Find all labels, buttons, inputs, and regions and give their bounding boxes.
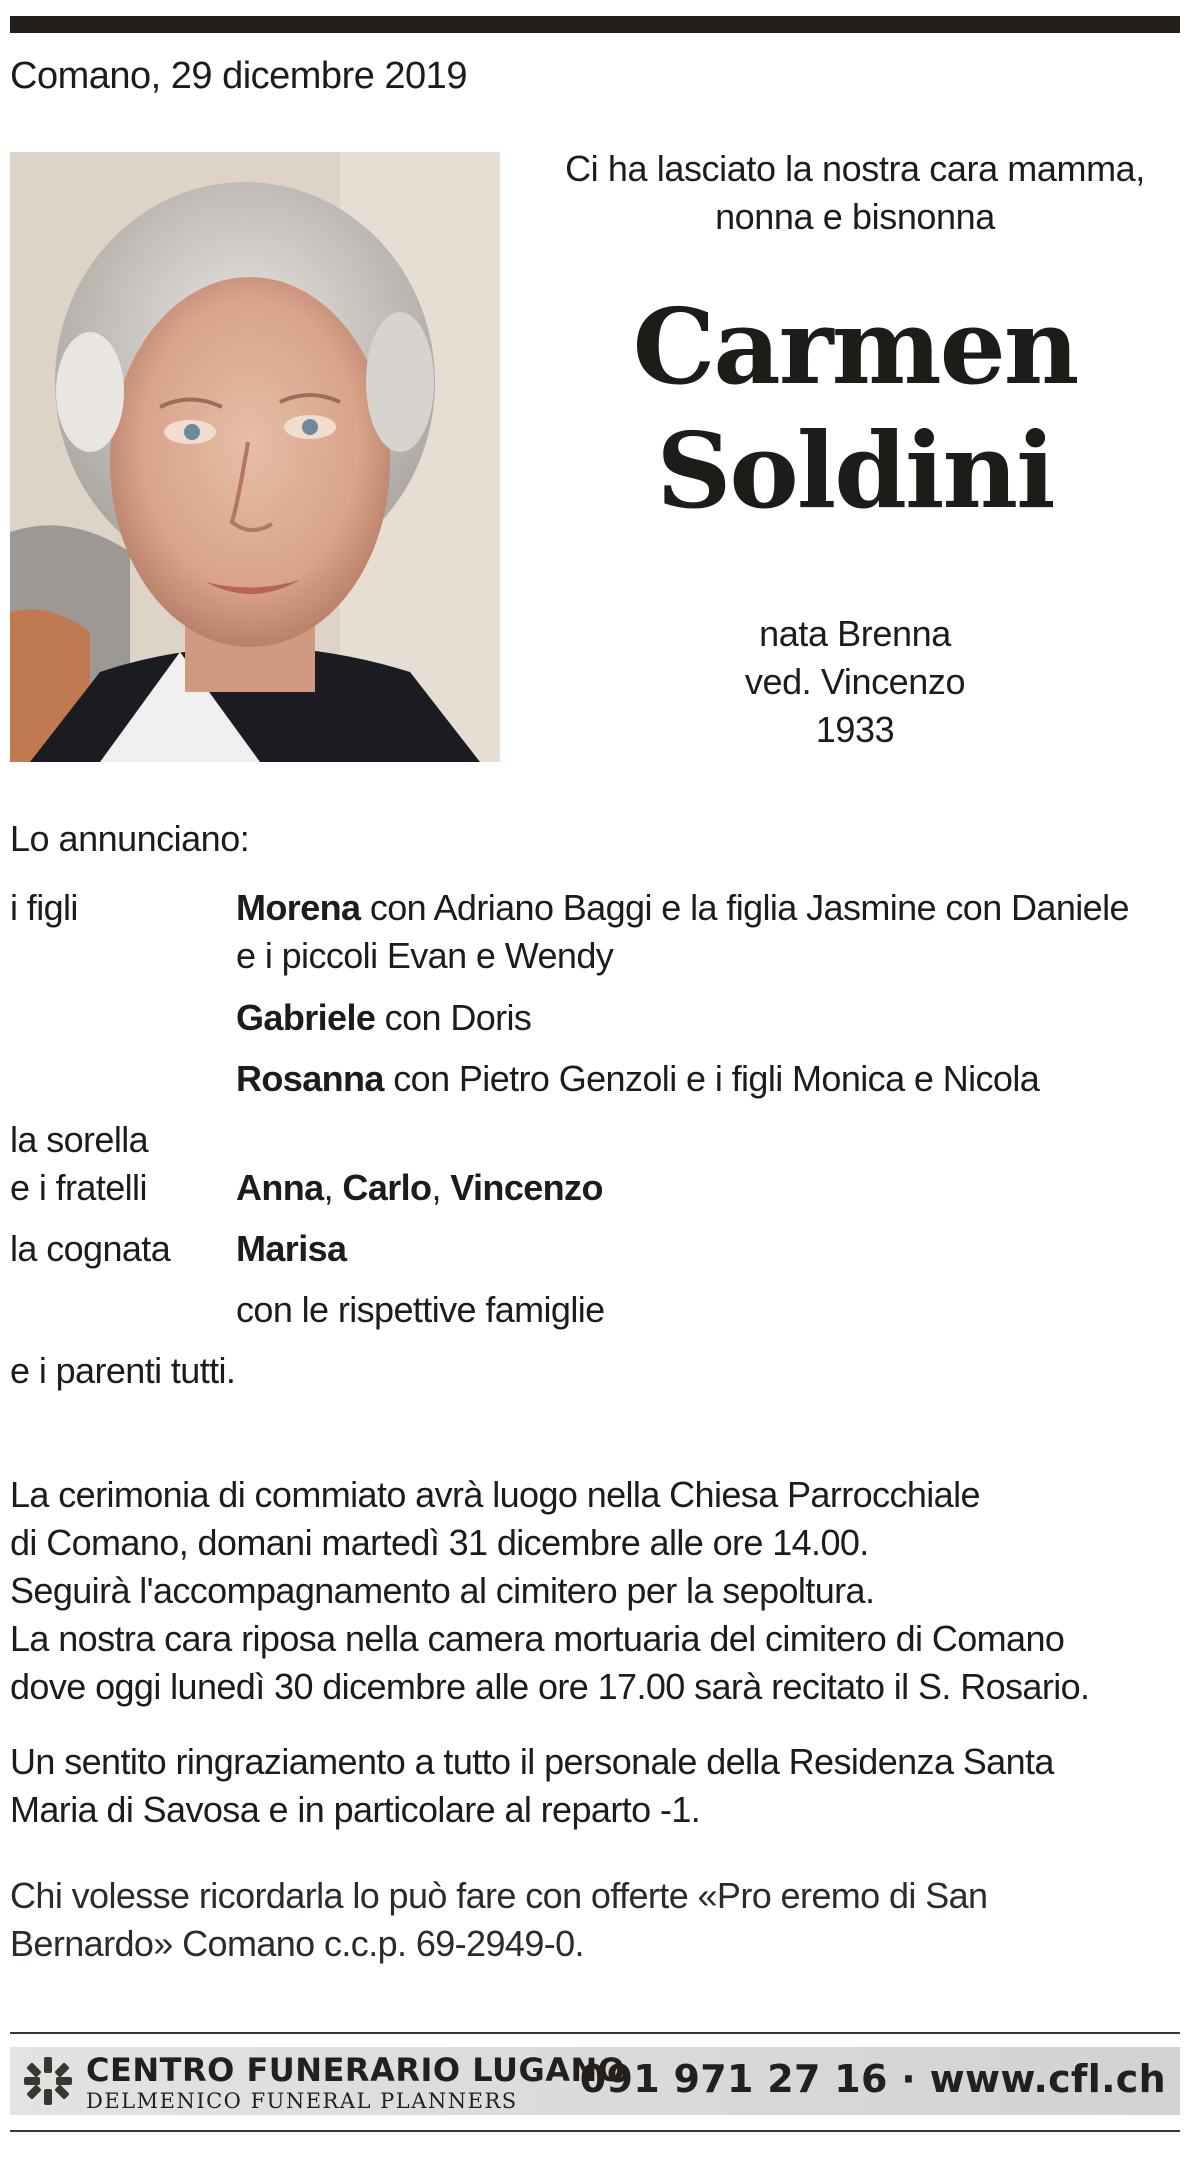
intro-text xyxy=(520,145,1190,241)
funeral-home-name: CENTRO FUNERARIO LUGANO xyxy=(86,2051,626,2089)
family-label: la cognata xyxy=(10,1228,171,1269)
child-entry xyxy=(236,884,1186,932)
sibling-name: Carlo xyxy=(342,1167,432,1208)
intro-line: Ci ha lasciato la nostra cara mamma, xyxy=(565,148,1145,189)
sibling-name: Vincenzo xyxy=(450,1167,603,1208)
family-label: e i fratelli xyxy=(10,1167,147,1208)
deceased-name xyxy=(520,285,1190,533)
child-name: Gabriele xyxy=(236,997,376,1038)
top-rule xyxy=(10,16,1180,33)
family-value xyxy=(236,884,1186,980)
text-line: Un sentito ringraziamento a tutto il personale della Residenza Santa xyxy=(10,1741,1054,1782)
separator: , xyxy=(323,1167,343,1208)
date-line: Comano, 29 dicembre 2019 xyxy=(10,55,467,97)
footer-top-rule xyxy=(10,2032,1180,2034)
child-details: con Pietro Genzoli e i figli Monica e Nicola xyxy=(383,1058,1040,1099)
family-label: e i parenti tutti. xyxy=(10,1350,236,1391)
family-value xyxy=(236,1225,1186,1273)
text-line: Seguirà l'accompagnamento al cimitero per la sepoltura. xyxy=(10,1570,875,1611)
child-name: Morena xyxy=(236,887,361,928)
family-value xyxy=(236,1164,1186,1212)
text-line: dove oggi lunedì 30 dicembre alle ore 17.00 sarà recitato il S. Rosario. xyxy=(10,1666,1090,1707)
text-line: di Comano, domani martedì 31 dicembre alle ore 14.00. xyxy=(10,1522,869,1563)
text-line: La cerimonia di commiato avrà luogo nella Chiesa Parrocchiale xyxy=(10,1474,980,1515)
deceased-portrait xyxy=(10,152,500,762)
donation-paragraph xyxy=(10,1872,1185,1968)
widow-of: ved. Vincenzo xyxy=(744,661,966,702)
portrait-illustration xyxy=(10,152,500,762)
ceremony-paragraph xyxy=(10,1471,1185,1711)
sister-in-law-name: Marisa xyxy=(236,1228,347,1269)
text-line: La nostra cara riposa nella camera mortuaria del cimitero di Comano xyxy=(10,1618,1065,1659)
deceased-details xyxy=(520,610,1190,754)
contact-info: 091 971 27 16 · www.cfl.ch xyxy=(579,2057,1166,2101)
family-label: i figli xyxy=(10,887,78,928)
last-name: Soldini xyxy=(656,409,1054,532)
first-name: Carmen xyxy=(632,285,1078,408)
separator: , xyxy=(431,1167,451,1208)
funeral-home-logo-icon xyxy=(22,2055,74,2107)
intro-line: nonna e bisnonna xyxy=(715,196,995,237)
funeral-home-banner xyxy=(10,2047,1180,2115)
footer-bottom-rule xyxy=(10,2130,1180,2132)
child-details: con Adriano Baggi e la figlia Jasmine con Daniele xyxy=(360,887,1129,928)
child-name: Rosanna xyxy=(236,1058,384,1099)
text-line: Bernardo» Comano c.c.p. 69-2949-0. xyxy=(10,1923,584,1964)
maiden-name: nata Brenna xyxy=(759,613,951,654)
birth-year: 1933 xyxy=(815,709,895,750)
family-value xyxy=(236,1055,1186,1103)
text-line: Chi volesse ricordarla lo può fare con offerte «Pro eremo di San xyxy=(10,1875,988,1916)
sibling-name: Anna xyxy=(236,1167,324,1208)
family-value xyxy=(236,994,1186,1042)
child-entry-continued: e i piccoli Evan e Wendy xyxy=(236,935,614,976)
child-details: con Doris xyxy=(375,997,532,1038)
announce-label: Lo annunciano: xyxy=(10,818,250,859)
family-value: con le rispettive famiglie xyxy=(236,1289,605,1330)
family-label: la sorella xyxy=(10,1119,149,1160)
funeral-home-subtitle: DELMENICO FUNERAL PLANNERS xyxy=(86,2089,518,2113)
thanks-paragraph xyxy=(10,1738,1185,1834)
text-line: Maria di Savosa e in particolare al reparto -1. xyxy=(10,1789,701,1830)
